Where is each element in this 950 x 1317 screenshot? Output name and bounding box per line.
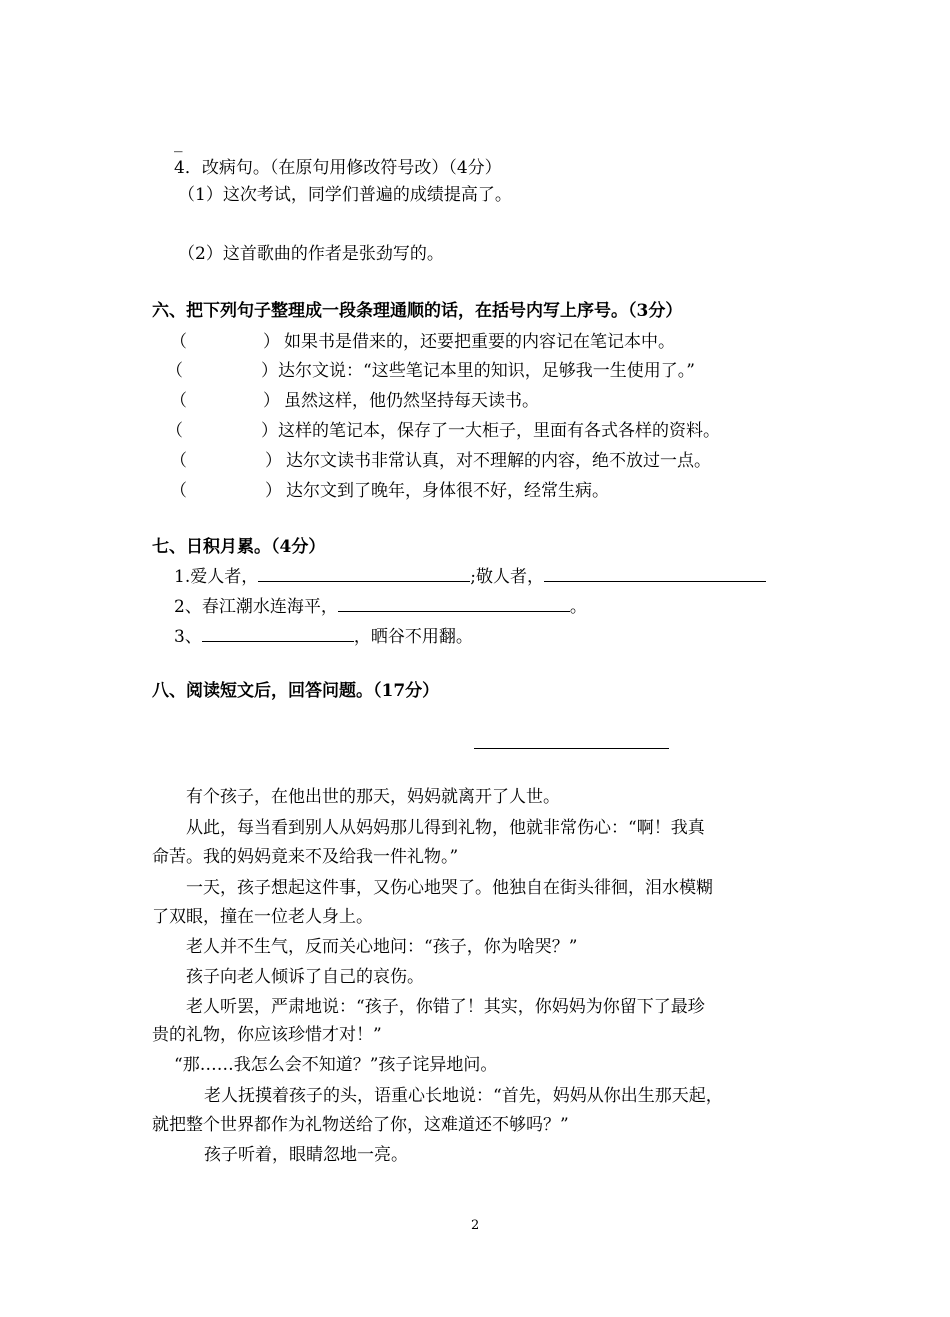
paren-open: （ <box>166 361 183 381</box>
paren-close: ） <box>263 391 280 411</box>
fill-1-prefix: 1.爱人者， <box>174 567 259 587</box>
paren-close: ） <box>263 332 280 352</box>
order-item <box>170 450 711 472</box>
fill-line-2 <box>174 596 587 618</box>
passage-line: 一天，孩子想起这件事，又伤心地哭了。他独自在街头徘徊，泪水模糊 <box>186 878 713 898</box>
fill-3-prefix: 3、 <box>174 627 202 647</box>
paren-close: ） <box>265 481 282 501</box>
order-item-text: 虽然这样，他仍然坚持每天读书。 <box>284 391 539 411</box>
passage-line: 老人听罢，严肃地说：“孩子，你错了！其实，你妈妈为你留下了最珍 <box>186 997 705 1017</box>
paren-close: ） <box>265 451 282 471</box>
answer-blank[interactable] <box>338 597 570 612</box>
passage-line: 从此，每当看到别人从妈妈那儿得到礼物，他就非常伤心：“啊！我真 <box>186 818 705 838</box>
order-item-text: 达尔文说：“这些笔记本里的知识，足够我一生使用了。” <box>278 361 695 381</box>
fill-line-1 <box>174 566 766 588</box>
section8-title: 八、阅读短文后，回答问题。（17分） <box>152 681 440 701</box>
paren-close: ） <box>261 421 278 441</box>
order-item <box>166 420 720 442</box>
paren-open: （ <box>166 421 183 441</box>
order-item-text: 这样的笔记本，保存了一大柜子，里面有各式各样的资料。 <box>278 421 720 441</box>
paren-open: （ <box>170 451 187 471</box>
q4-sentence-2: （2）这首歌曲的作者是张劲写的。 <box>178 244 444 264</box>
paren-open: （ <box>170 481 187 501</box>
section7-title: 七、日积月累。（4分） <box>152 537 326 557</box>
paren-close: ） <box>261 361 278 381</box>
order-item-text: 达尔文读书非常认真，对不理解的内容，绝不放过一点。 <box>286 451 711 471</box>
passage-line: 有个孩子，在他出世的那天，妈妈就离开了人世。 <box>186 787 560 807</box>
page-number: 2 <box>471 1218 480 1233</box>
title-blank-line[interactable] <box>474 748 669 749</box>
fill-line-3 <box>174 626 473 648</box>
order-item <box>166 360 695 382</box>
order-item <box>170 390 539 412</box>
q4-sentence-1: （1）这次考试，同学们普遍的成绩提高了。 <box>178 185 512 205</box>
passage-line: 孩子听着，眼睛忽地一亮。 <box>204 1145 408 1165</box>
order-item-text: 如果书是借来的，还要把重要的内容记在笔记本中。 <box>284 332 675 352</box>
fill-3-suffix: ，晒谷不用翻。 <box>353 627 473 647</box>
passage-line: 贵的礼物，你应该珍惜才对！” <box>152 1025 382 1045</box>
section6-title: 六、把下列句子整理成一段条理通顺的话，在括号内写上序号。（3分） <box>152 301 683 321</box>
stray-mark: _ <box>174 133 183 153</box>
order-item <box>170 331 675 353</box>
passage-line: 孩子向老人倾诉了自己的哀伤。 <box>186 967 424 987</box>
q4-title: 4．改病句。（在原句用修改符号改）（4分） <box>174 158 502 178</box>
order-item <box>170 480 609 502</box>
paren-open: （ <box>170 391 187 411</box>
answer-blank[interactable] <box>544 567 766 582</box>
order-item-text: 达尔文到了晚年，身体很不好，经常生病。 <box>286 481 609 501</box>
fill-2-suffix: 。 <box>569 597 587 617</box>
passage-line: 了双眼，撞在一位老人身上。 <box>152 907 373 927</box>
passage-line: 老人抚摸着孩子的头，语重心长地说：“首先，妈妈从你出生那天起， <box>204 1086 723 1106</box>
passage-line: 就把整个世界都作为礼物送给了你，这难道还不够吗？” <box>152 1115 569 1135</box>
passage-line: 老人并不生气，反而关心地问：“孩子，你为啥哭？” <box>186 937 578 957</box>
paren-open: （ <box>170 332 187 352</box>
fill-2-prefix: 2、春江潮水连海平， <box>174 597 338 617</box>
answer-blank[interactable] <box>202 627 354 642</box>
passage-line: 命苦。我的妈妈竟来不及给我一件礼物。” <box>152 847 459 867</box>
fill-1-middle: ;敬人者， <box>470 567 544 587</box>
answer-blank[interactable] <box>258 567 470 582</box>
passage-line: “那……我怎么会不知道？”孩子诧异地问。 <box>174 1055 498 1075</box>
